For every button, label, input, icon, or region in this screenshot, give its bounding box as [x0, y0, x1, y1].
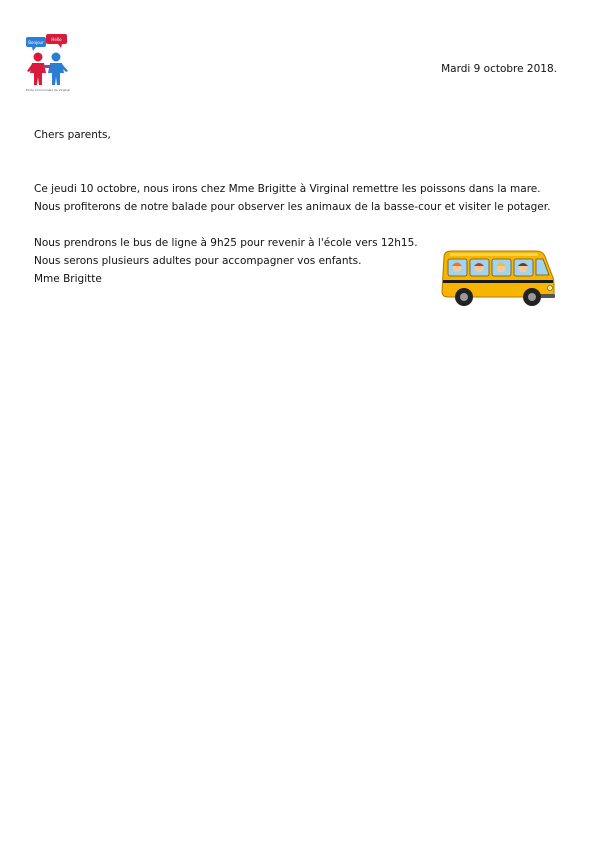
- school-logo: [24, 33, 72, 95]
- paragraph-gap: [34, 216, 554, 234]
- bubble-right-text: Hello: [51, 37, 62, 42]
- letter-date: Mardi 9 octobre 2018.: [441, 63, 557, 75]
- logo-caption: Ecole Communale de Virginal: [25, 88, 71, 92]
- paragraph2-line2: Nous serons plusieurs adultes pour accompagner vos enfants.: [34, 255, 362, 267]
- greeting: Chers parents,: [34, 129, 111, 141]
- school-bus-icon: [440, 247, 558, 309]
- paragraph1-line2: Nous profiterons de notre balade pour observer les animaux de la basse-cour et visiter le potager.: [34, 201, 551, 213]
- signature: Mme Brigitte: [34, 273, 102, 285]
- bubble-left-text: Bonjour: [28, 40, 44, 45]
- school-bus-illustration: [440, 247, 558, 309]
- paragraph2-line1: Nous prendrons le bus de ligne à 9h25 pour revenir à l'école vers 12h15.: [34, 237, 418, 249]
- children-logo-icon: [24, 33, 72, 88]
- paragraph1-line1: Ce jeudi 10 octobre, nous irons chez Mme Brigitte à Virginal remettre les poissons dans la mare.: [34, 183, 541, 195]
